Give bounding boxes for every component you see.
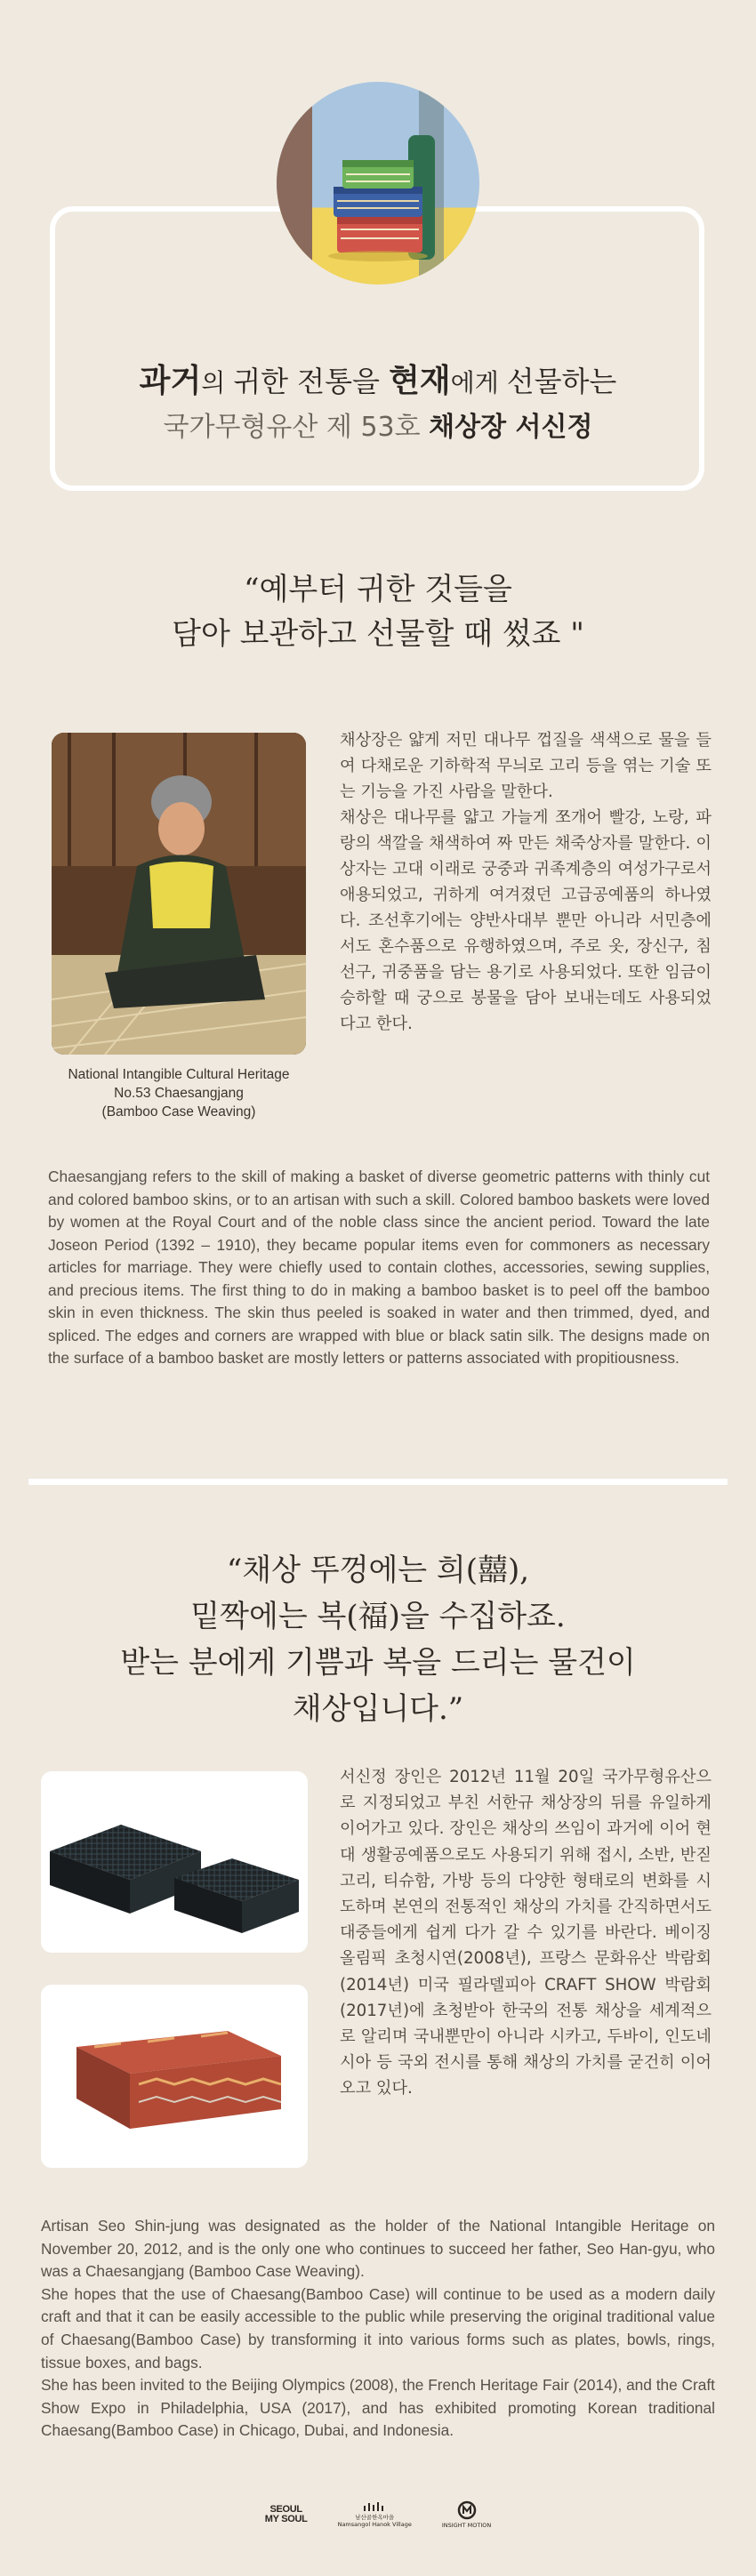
english-artisan-text [41,2215,715,2443]
section-divider [28,1479,728,1485]
subtitle-heritage: 국가무형유산 제 53호 [163,412,430,443]
english-intro-paragraph: Chaesangjang refers to the skill of making a basket of diverse geometric patterns with thinly cut and colored bamboo skins, or to an artisan with such a skill. Colored bamboo baskets were loved by women at the Royal Court and of the noble class since the ancient period. Toward the late Joseon Period (1392 – 1910), they became popular items even for commoners as necessary articles for marriage. They were chiefly used to contain clothes, accessories, sewing supplies, and precious items. The first thing to do in making a bamboo basket is to peel off the bamboo skin in even thickness. The skin thus peeled is soaked in water and then trimmed, dyed, and spliced. The edges and corners are wrapped with blue or black satin silk. The designs made on the surface of a bamboo basket are mostly letters or patterns associated with propitiousness. [48,1168,710,1367]
quote-line: 채상입니다.” [292,1691,464,1727]
korean-intro-paragraph: 채상은 대나무를 얇고 가늘게 쪼개어 빨강, 노랑, 파랑의 색깔을 채색하여 짜 만든 채죽상자를 말한다. 이 상자는 고대 이래로 궁중과 귀족계층의 여성가구로서 애용되었고, 귀하게 여겨졌던 고급공예품의 하나였다. 조선후기에는 양반사대부 뿐만 아니라 서민층에서도 혼수품으로 유행하였으며, 주로 옷, 장신구, 침선구, 귀중품을 담는 용기로 사용되었다. 또한 임금이 승하할 때 궁으로 봉물을 담아 보내는데도 사용되었다고 한다. [340,808,712,1033]
header-title [0,356,756,401]
english-artisan-paragraph: She hopes that the use of Chaesang(Bamboo Case) will continue to be used as a modern daily craft and that it can be easily accessible to the public while preserving the original traditional value of Chaesang(Bamboo Case) by transforming it into various forms such as plates, bowls, rings, tissue boxes, and bags. [41,2284,715,2371]
quote-line: “예부터 귀한 것들을 [244,572,512,607]
namsangol-logo [338,2501,412,2528]
insight-motion-logo [442,2500,491,2529]
red-box-photo [41,1985,308,2168]
title-particle: 에게 [450,368,507,397]
header-subtitle [0,405,756,444]
korean-artisan-paragraph: 서신정 장인은 2012년 11월 20일 국가무형유산으로 지정되었고 부친 서한규 채상장의 뒤를 유일하게 이어가고 있다. 장인은 채상의 쓰임이 과거에 이어 현대 생활공예품으로도 사용되기 위해 접시, 소반, 반짇고리, 티슈함, 가방 등의 다양한 형태로의 변화를 시도하며 본연의 전통적인 채상의 가치를 간직하면서도 대중들에게 쉽게 다가 갈 수 있기를 바란다. 베이징 올림픽 초청시연(2008년), 프랑스 문화유산 박람회(2014년) 미국 필라델피아 CRAFT SHOW 박람회(2017년)에 초청받아 한국의 전통 채상을 세계적으로 알리며 국내뿐만이 아니라 시카고, 두바이, 인도네시아 등 국외 전시를 통해 채상의 가치를 굳건히 이어오고 있다. [340,1768,712,2099]
quote-line: 밑짝에는 복(福)을 수집하죠. [190,1599,566,1634]
logo-text: SEOUL [269,2504,302,2515]
korean-intro-text [340,727,712,1037]
caption-line: National Intangible Cultural Heritage [68,1067,290,1082]
title-text: 귀한 전통을 [233,365,390,398]
portrait-illustration [52,733,306,1055]
black-boxes-photo [41,1771,308,1953]
artisan-portrait-photo [52,733,306,1055]
title-particle: 의 [201,368,234,397]
red-bamboo-box-image [41,1985,308,2168]
caption-line: (Bamboo Case Weaving) [101,1104,256,1119]
footer-logos [0,2500,756,2529]
header-illustration [277,82,479,285]
bamboo-box-stack-illustration [277,82,479,285]
quote-line: 받는 분에게 기쁨과 복을 드리는 물건이 [120,1645,636,1681]
korean-artisan-text [340,1764,712,2102]
hanok-roof-icon [363,2501,386,2512]
logo-text: INSIGHT MOTION [441,2522,492,2529]
korean-intro-paragraph: 채상장은 얇게 저민 대나무 껍질을 색색으로 물을 들여 다채로운 기하학적 무늬로 고리 등을 엮는 기술 또는 기능을 가진 사람을 말한다. [340,731,712,801]
logo-text: 남산골한옥마을 [355,2514,395,2521]
subtitle-artisan-name: 채상장 서신정 [429,412,593,443]
seoul-my-soul-logo [265,2505,308,2524]
quote-line: “채상 뚜껑에는 희(囍), [226,1553,530,1588]
quote-line: 담아 보관하고 선물할 때 썼죠 " [172,616,584,652]
portrait-caption [43,1065,315,1121]
title-emphasis-past: 과거 [139,362,202,399]
logo-text: MY SOUL [264,2514,308,2524]
insight-motion-icon [457,2500,477,2520]
logo-text: Namsangol Hanok Village [337,2521,412,2528]
quote-2 [0,1547,756,1732]
english-artisan-paragraph: She has been invited to the Beijing Olympics (2008), the French Heritage Fair (2014), and the Craft Show Expo in Philadelphia, USA (2017), and has exhibited promoting Korean traditional Chaesang(Bamboo Case) in Chicago, Dubai, and Indonesia. [41,2376,715,2440]
title-text: 선물하는 [506,365,617,398]
black-bamboo-boxes-image [41,1771,308,1953]
english-artisan-paragraph: Artisan Seo Shin-jung was designated as the holder of the National Intangible Heritage on November 20, 2012, and is the only one who continues to succeed her father, Seo Han-gyu, who was a Chaesangjang (Bamboo Case Weaving). [41,2217,715,2281]
title-emphasis-present: 현재 [389,362,451,399]
caption-line: No.53 Chaesangjang [114,1086,244,1101]
english-intro-text [48,1166,710,1370]
quote-1 [0,567,756,656]
